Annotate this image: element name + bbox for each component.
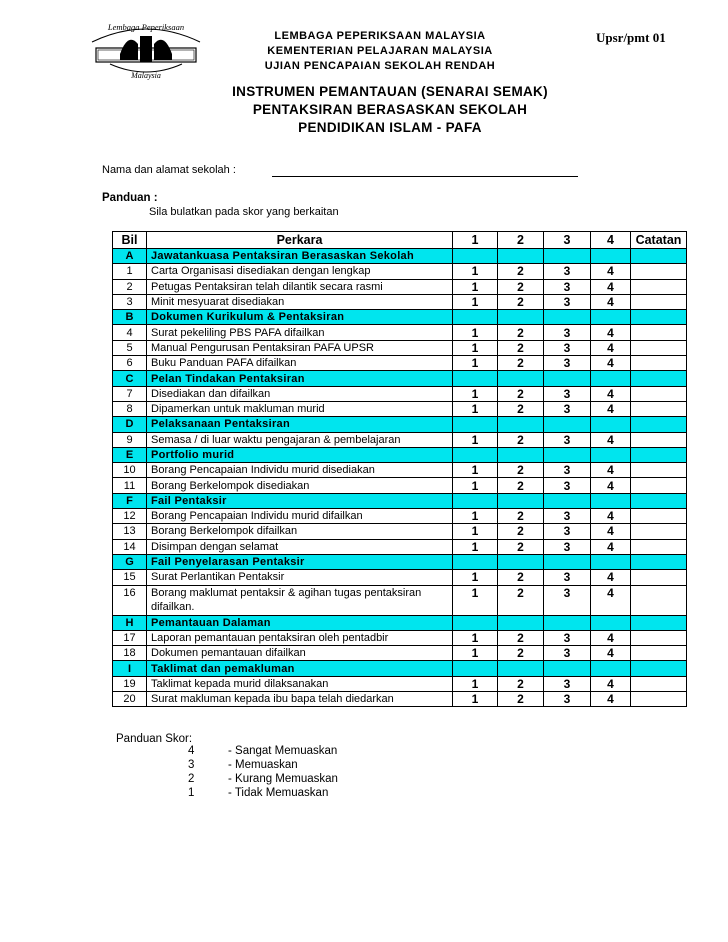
document-code: Upsr/pmt 01 xyxy=(596,30,666,45)
score-2-option[interactable]: 2 xyxy=(498,386,544,401)
row-bil: 6 xyxy=(113,356,147,371)
score-value: 4 xyxy=(188,745,195,757)
score-2-option[interactable]: 2 xyxy=(498,279,544,294)
catatan-cell[interactable] xyxy=(631,401,687,416)
row-perkara: Dipamerkan untuk makluman murid xyxy=(147,401,453,416)
lembaga-peperiksaan-logo xyxy=(90,14,202,86)
score-1-option[interactable]: 1 xyxy=(453,630,498,645)
score-4-option xyxy=(591,615,631,630)
score-1-option[interactable]: 1 xyxy=(453,432,498,447)
catatan-cell xyxy=(631,615,687,630)
row-bil: 9 xyxy=(113,432,147,447)
row-perkara: Surat makluman kepada ibu bapa telah diedarkan xyxy=(147,692,453,707)
score-description: - Memuaskan xyxy=(228,759,298,771)
table-row xyxy=(113,676,687,691)
score-3-option xyxy=(544,371,591,386)
header-line-3: UJIAN PENCAPAIAN SEKOLAH RENDAH xyxy=(264,60,496,72)
school-name-field[interactable] xyxy=(272,176,578,177)
table-row xyxy=(113,478,687,493)
section-row xyxy=(113,447,687,462)
score-3-option[interactable]: 3 xyxy=(544,524,591,539)
score-2-option[interactable]: 2 xyxy=(498,585,544,615)
score-2-option xyxy=(498,493,544,508)
table-row xyxy=(113,692,687,707)
row-perkara: Minit mesyuarat disediakan xyxy=(147,294,453,309)
row-perkara: Pelaksanaan Pentaksiran xyxy=(147,417,453,432)
guide-text: Sila bulatkan pada skor yang berkaitan xyxy=(149,206,339,218)
header-catatan: Catatan xyxy=(631,232,687,249)
score-3-option xyxy=(544,249,591,264)
score-4-option xyxy=(591,371,631,386)
score-1-option[interactable]: 1 xyxy=(453,646,498,661)
section-row xyxy=(113,554,687,569)
row-bil: A xyxy=(113,249,147,264)
table-row xyxy=(113,401,687,416)
row-perkara: Dokumen pemantauan difailkan xyxy=(147,646,453,661)
score-1-option[interactable]: 1 xyxy=(453,585,498,615)
row-perkara: Manual Pengurusan Pentaksiran PAFA UPSR xyxy=(147,340,453,355)
score-description: - Sangat Memuaskan xyxy=(228,745,338,757)
table-row xyxy=(113,585,687,615)
row-bil: 16 xyxy=(113,585,147,615)
score-3-option xyxy=(544,310,591,325)
row-perkara: Borang maklumat pentaksir & agihan tugas pentaksiran difailkan. xyxy=(147,585,453,615)
score-3-option[interactable]: 3 xyxy=(544,539,591,554)
row-bil: 10 xyxy=(113,463,147,478)
score-2-option[interactable]: 2 xyxy=(498,630,544,645)
row-bil: H xyxy=(113,615,147,630)
table-row xyxy=(113,570,687,585)
section-row xyxy=(113,371,687,386)
score-4-option[interactable]: 4 xyxy=(591,386,631,401)
svg-text:Malaysia: Malaysia xyxy=(131,71,161,80)
row-bil: F xyxy=(113,493,147,508)
score-1-option xyxy=(453,417,498,432)
score-3-option[interactable]: 3 xyxy=(544,692,591,707)
row-bil: 17 xyxy=(113,630,147,645)
title-line-2: PENTAKSIRAN BERASASKAN SEKOLAH xyxy=(252,102,528,117)
score-3-option[interactable]: 3 xyxy=(544,432,591,447)
table-row xyxy=(113,524,687,539)
header-line-2: KEMENTERIAN PELAJARAN MALAYSIA xyxy=(267,45,493,57)
score-2-option[interactable]: 2 xyxy=(498,325,544,340)
row-bil: 13 xyxy=(113,524,147,539)
score-3-option[interactable]: 3 xyxy=(544,340,591,355)
row-perkara: Fail Penyelarasan Pentaksir xyxy=(147,554,453,569)
score-4-option[interactable]: 4 xyxy=(591,279,631,294)
score-2-option[interactable]: 2 xyxy=(498,432,544,447)
score-2-option[interactable]: 2 xyxy=(498,463,544,478)
catatan-cell xyxy=(631,661,687,676)
table-row xyxy=(113,539,687,554)
score-4-option[interactable]: 4 xyxy=(591,264,631,279)
row-perkara: Petugas Pentaksiran telah dilantik secara rasmi xyxy=(147,279,453,294)
title-line-1: INSTRUMEN PEMANTAUAN (SENARAI SEMAK) xyxy=(232,84,548,99)
score-2-option xyxy=(498,371,544,386)
score-2-option[interactable]: 2 xyxy=(498,294,544,309)
table-row xyxy=(113,463,687,478)
guide-label: Panduan : xyxy=(102,192,158,204)
catatan-cell[interactable] xyxy=(631,294,687,309)
row-perkara: Borang Berkelompok disediakan xyxy=(147,478,453,493)
score-1-option[interactable]: 1 xyxy=(453,692,498,707)
score-3-option[interactable]: 3 xyxy=(544,401,591,416)
score-3-option[interactable]: 3 xyxy=(544,294,591,309)
score-4-option xyxy=(591,493,631,508)
catatan-cell xyxy=(631,493,687,508)
row-bil: 15 xyxy=(113,570,147,585)
score-1-option[interactable]: 1 xyxy=(453,294,498,309)
score-1-option[interactable]: 1 xyxy=(453,509,498,524)
score-value: 1 xyxy=(188,787,195,799)
catatan-cell[interactable] xyxy=(631,279,687,294)
header-score-3: 3 xyxy=(544,232,591,249)
catatan-cell xyxy=(631,417,687,432)
row-perkara: Taklimat kepada murid dilaksanakan xyxy=(147,676,453,691)
catatan-cell[interactable] xyxy=(631,264,687,279)
table-row xyxy=(113,340,687,355)
score-1-option[interactable]: 1 xyxy=(453,401,498,416)
row-bil: 12 xyxy=(113,509,147,524)
score-2-option[interactable]: 2 xyxy=(498,646,544,661)
score-1-option[interactable]: 1 xyxy=(453,325,498,340)
row-bil: 8 xyxy=(113,401,147,416)
row-bil: 18 xyxy=(113,646,147,661)
row-bil: 2 xyxy=(113,279,147,294)
score-1-option[interactable]: 1 xyxy=(453,264,498,279)
score-4-option[interactable]: 4 xyxy=(591,646,631,661)
score-3-option xyxy=(544,615,591,630)
table-row xyxy=(113,509,687,524)
score-1-option xyxy=(453,554,498,569)
row-perkara: Carta Organisasi disediakan dengan lengkap xyxy=(147,264,453,279)
score-3-option xyxy=(544,493,591,508)
score-4-option[interactable]: 4 xyxy=(591,570,631,585)
catatan-cell xyxy=(631,371,687,386)
score-2-option[interactable]: 2 xyxy=(498,676,544,691)
score-3-option[interactable]: 3 xyxy=(544,279,591,294)
score-1-option xyxy=(453,493,498,508)
header-line-1: LEMBAGA PEPERIKSAAN MALAYSIA xyxy=(274,30,486,42)
row-perkara: Taklimat dan pemakluman xyxy=(147,661,453,676)
catatan-cell[interactable] xyxy=(631,356,687,371)
row-bil: B xyxy=(113,310,147,325)
row-perkara: Borang Pencapaian Individu murid disediakan xyxy=(147,463,453,478)
score-1-option[interactable]: 1 xyxy=(453,539,498,554)
row-perkara: Pelan Tindakan Pentaksiran xyxy=(147,371,453,386)
score-description: - Tidak Memuaskan xyxy=(228,787,329,799)
catatan-cell[interactable] xyxy=(631,524,687,539)
section-row xyxy=(113,417,687,432)
score-4-option xyxy=(591,447,631,462)
row-perkara: Disediakan dan difailkan xyxy=(147,386,453,401)
section-row xyxy=(113,310,687,325)
score-1-option xyxy=(453,661,498,676)
score-2-option[interactable]: 2 xyxy=(498,401,544,416)
score-description: - Kurang Memuaskan xyxy=(228,773,338,785)
score-1-option[interactable]: 1 xyxy=(453,340,498,355)
table-row xyxy=(113,279,687,294)
section-row xyxy=(113,493,687,508)
catatan-cell[interactable] xyxy=(631,509,687,524)
score-4-option[interactable]: 4 xyxy=(591,585,631,615)
score-1-option xyxy=(453,615,498,630)
score-2-option[interactable]: 2 xyxy=(498,692,544,707)
row-perkara: Buku Panduan PAFA difailkan xyxy=(147,356,453,371)
score-4-option[interactable]: 4 xyxy=(591,539,631,554)
row-bil: 11 xyxy=(113,478,147,493)
row-perkara: Fail Pentaksir xyxy=(147,493,453,508)
score-1-option xyxy=(453,310,498,325)
catatan-cell[interactable] xyxy=(631,585,687,615)
score-1-option[interactable]: 1 xyxy=(453,386,498,401)
score-1-option[interactable]: 1 xyxy=(453,356,498,371)
row-perkara: Surat pekeliling PBS PAFA difailkan xyxy=(147,325,453,340)
header-bil: Bil xyxy=(113,232,147,249)
score-4-option xyxy=(591,249,631,264)
score-3-option xyxy=(544,661,591,676)
score-4-option[interactable]: 4 xyxy=(591,340,631,355)
score-4-option[interactable]: 4 xyxy=(591,509,631,524)
table-row xyxy=(113,325,687,340)
row-bil: C xyxy=(113,371,147,386)
section-row xyxy=(113,615,687,630)
section-row xyxy=(113,249,687,264)
score-1-option[interactable]: 1 xyxy=(453,524,498,539)
row-bil: 7 xyxy=(113,386,147,401)
row-perkara: Borang Berkelompok difailkan xyxy=(147,524,453,539)
score-4-option[interactable]: 4 xyxy=(591,432,631,447)
row-bil: 14 xyxy=(113,539,147,554)
score-1-option xyxy=(453,371,498,386)
score-4-option xyxy=(591,554,631,569)
table-row xyxy=(113,356,687,371)
row-bil: 5 xyxy=(113,340,147,355)
score-1-option[interactable]: 1 xyxy=(453,279,498,294)
catatan-cell[interactable] xyxy=(631,463,687,478)
score-4-option[interactable]: 4 xyxy=(591,325,631,340)
score-2-option[interactable]: 2 xyxy=(498,264,544,279)
catatan-cell[interactable] xyxy=(631,340,687,355)
row-perkara: Laporan pemantauan pentaksiran oleh pentadbir xyxy=(147,630,453,645)
row-bil: 19 xyxy=(113,676,147,691)
score-2-option[interactable]: 2 xyxy=(498,356,544,371)
score-1-option xyxy=(453,447,498,462)
score-4-option[interactable]: 4 xyxy=(591,478,631,493)
catatan-cell[interactable] xyxy=(631,478,687,493)
score-3-option[interactable]: 3 xyxy=(544,646,591,661)
score-4-option[interactable]: 4 xyxy=(591,630,631,645)
score-3-option xyxy=(544,417,591,432)
catatan-cell xyxy=(631,249,687,264)
score-3-option[interactable]: 3 xyxy=(544,478,591,493)
score-3-option[interactable]: 3 xyxy=(544,509,591,524)
score-2-option[interactable]: 2 xyxy=(498,509,544,524)
section-row xyxy=(113,661,687,676)
row-bil: E xyxy=(113,447,147,462)
header-score-2: 2 xyxy=(498,232,544,249)
score-2-option xyxy=(498,447,544,462)
row-perkara: Surat Perlantikan Pentaksir xyxy=(147,570,453,585)
score-value: 2 xyxy=(188,773,195,785)
row-perkara: Disimpan dengan selamat xyxy=(147,539,453,554)
catatan-cell[interactable] xyxy=(631,570,687,585)
header-score-4: 4 xyxy=(591,232,631,249)
score-3-option[interactable]: 3 xyxy=(544,356,591,371)
table-row xyxy=(113,646,687,661)
score-1-option[interactable]: 1 xyxy=(453,570,498,585)
score-3-option[interactable]: 3 xyxy=(544,570,591,585)
row-bil: D xyxy=(113,417,147,432)
catatan-cell[interactable] xyxy=(631,646,687,661)
row-perkara: Pemantauan Dalaman xyxy=(147,615,453,630)
table-row xyxy=(113,630,687,645)
svg-text:Lembaga Peperiksaan: Lembaga Peperiksaan xyxy=(107,22,185,32)
catatan-cell xyxy=(631,554,687,569)
score-1-option xyxy=(453,249,498,264)
header-score-1: 1 xyxy=(453,232,498,249)
table-row xyxy=(113,432,687,447)
row-bil: I xyxy=(113,661,147,676)
score-3-option[interactable]: 3 xyxy=(544,264,591,279)
row-perkara: Dokumen Kurikulum & Pentaksiran xyxy=(147,310,453,325)
score-2-option xyxy=(498,554,544,569)
score-3-option[interactable]: 3 xyxy=(544,386,591,401)
table-row xyxy=(113,264,687,279)
catatan-cell[interactable] xyxy=(631,676,687,691)
score-4-option[interactable]: 4 xyxy=(591,676,631,691)
score-2-option[interactable]: 2 xyxy=(498,570,544,585)
score-4-option xyxy=(591,661,631,676)
score-1-option[interactable]: 1 xyxy=(453,676,498,691)
score-1-option[interactable]: 1 xyxy=(453,478,498,493)
score-2-option xyxy=(498,310,544,325)
catatan-cell[interactable] xyxy=(631,325,687,340)
score-3-option[interactable]: 3 xyxy=(544,676,591,691)
score-1-option[interactable]: 1 xyxy=(453,463,498,478)
score-4-option[interactable]: 4 xyxy=(591,524,631,539)
score-4-option[interactable]: 4 xyxy=(591,463,631,478)
row-bil: G xyxy=(113,554,147,569)
score-2-option[interactable]: 2 xyxy=(498,478,544,493)
score-4-option xyxy=(591,417,631,432)
school-name-label: Nama dan alamat sekolah : xyxy=(102,164,236,176)
score-3-option xyxy=(544,447,591,462)
score-4-option[interactable]: 4 xyxy=(591,356,631,371)
score-value: 3 xyxy=(188,759,195,771)
score-guide-title: Panduan Skor: xyxy=(116,733,193,745)
row-perkara: Portfolio murid xyxy=(147,447,453,462)
score-2-option xyxy=(498,417,544,432)
catatan-cell[interactable] xyxy=(631,630,687,645)
score-2-option[interactable]: 2 xyxy=(498,524,544,539)
catatan-cell[interactable] xyxy=(631,539,687,554)
score-4-option[interactable]: 4 xyxy=(591,294,631,309)
catatan-cell xyxy=(631,310,687,325)
catatan-cell[interactable] xyxy=(631,432,687,447)
row-perkara: Borang Pencapaian Individu murid difailkan xyxy=(147,509,453,524)
catatan-cell[interactable] xyxy=(631,692,687,707)
catatan-cell xyxy=(631,447,687,462)
table-row xyxy=(113,386,687,401)
score-3-option[interactable]: 3 xyxy=(544,325,591,340)
title-line-3: PENDIDIKAN ISLAM - PAFA xyxy=(298,120,482,135)
table-header-row xyxy=(113,232,687,249)
row-bil: 20 xyxy=(113,692,147,707)
score-3-option[interactable]: 3 xyxy=(544,463,591,478)
score-4-option[interactable]: 4 xyxy=(591,692,631,707)
row-bil: 1 xyxy=(113,264,147,279)
row-bil: 4 xyxy=(113,325,147,340)
score-2-option xyxy=(498,615,544,630)
header-perkara: Perkara xyxy=(147,232,453,249)
score-2-option[interactable]: 2 xyxy=(498,539,544,554)
score-2-option xyxy=(498,661,544,676)
score-3-option[interactable]: 3 xyxy=(544,585,591,615)
score-4-option[interactable]: 4 xyxy=(591,401,631,416)
table-row xyxy=(113,294,687,309)
score-3-option xyxy=(544,554,591,569)
catatan-cell[interactable] xyxy=(631,386,687,401)
score-2-option xyxy=(498,249,544,264)
score-3-option[interactable]: 3 xyxy=(544,630,591,645)
row-bil: 3 xyxy=(113,294,147,309)
row-perkara: Jawatankuasa Pentaksiran Berasaskan Sekolah xyxy=(147,249,453,264)
checklist-table xyxy=(112,231,687,707)
score-4-option xyxy=(591,310,631,325)
row-perkara: Semasa / di luar waktu pengajaran & pembelajaran xyxy=(147,432,453,447)
score-2-option[interactable]: 2 xyxy=(498,340,544,355)
